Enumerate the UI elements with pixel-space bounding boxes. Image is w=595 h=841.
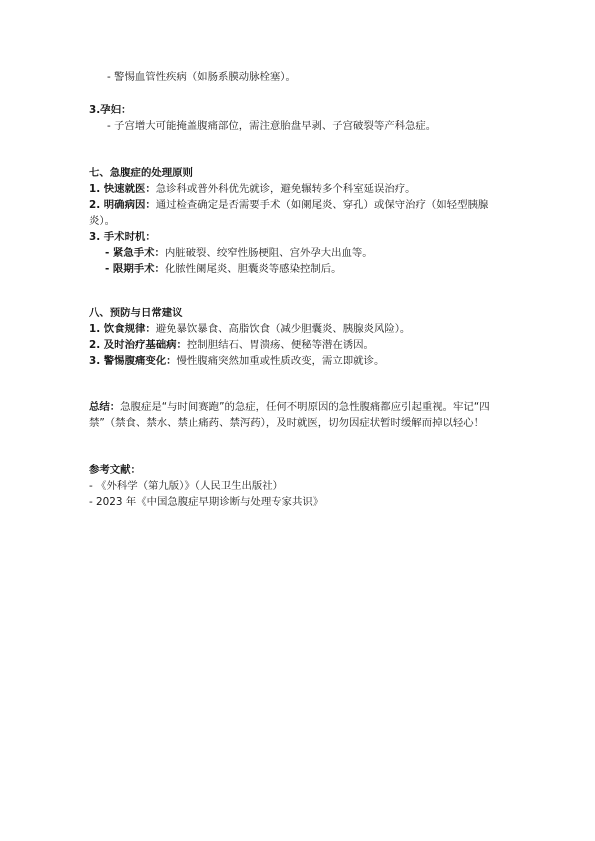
section8-item-2 bbox=[89, 338, 513, 354]
summary-paragraph bbox=[89, 400, 513, 431]
item-label: 3. 手术时机： bbox=[89, 231, 156, 243]
section8-item-3 bbox=[89, 354, 513, 370]
item-text: 急诊科或普外科优先就诊，避免辗转多个科室延误治疗。 bbox=[155, 183, 416, 195]
item-text: 控制胆结石、胃溃疡、便秘等潜在诱因。 bbox=[186, 339, 374, 351]
item-label: 3. 警惕腹痛变化： bbox=[89, 355, 177, 367]
vascular-disease-bullet: - 警惕血管性疾病（如肠系膜动脉栓塞）。 bbox=[107, 71, 296, 83]
section7-title: 七、急腹症的处理原则 bbox=[89, 167, 193, 179]
subitem-label: - 限期手术： bbox=[105, 263, 165, 275]
section7-subitem-scheduled bbox=[89, 262, 513, 278]
section8-title: 八、预防与日常建议 bbox=[89, 307, 183, 319]
section7-subitem-urgent bbox=[89, 246, 513, 262]
reference-item: - 2023 年《中国急腹症早期诊断与处理专家共识》 bbox=[89, 496, 324, 508]
references-title: 参考文献： bbox=[89, 464, 141, 476]
item-label: 1. 快速就医： bbox=[89, 183, 156, 195]
subitem-text: 化脓性阑尾炎、胆囊炎等感染控制后。 bbox=[164, 263, 342, 275]
item-text: 通过检查确定是否需要手术（如阑尾炎、穿孔）或保守治疗（如轻型胰腺炎）。 bbox=[89, 199, 489, 227]
item-text: 慢性腹痛突然加重或性质改变，需立即就诊。 bbox=[176, 355, 385, 367]
summary-label: 总结： bbox=[89, 401, 121, 413]
item-text: 避免暴饮暴食、高脂饮食（减少胆囊炎、胰腺炎风险）。 bbox=[155, 323, 411, 335]
pregnant-heading: 3.孕妇： bbox=[89, 104, 132, 116]
item-label: 2. 明确病因： bbox=[89, 199, 156, 211]
pregnant-bullet: - 子宫增大可能掩盖腹痛部位，需注意胎盘早剥、子宫破裂等产科急症。 bbox=[107, 120, 437, 132]
section7-item-3 bbox=[89, 230, 513, 246]
item-label: 1. 饮食规律： bbox=[89, 323, 156, 335]
section8-item-1 bbox=[89, 322, 513, 338]
summary-text: 急腹症是“与时间赛跑”的急症，任何不明原因的急性腹痛都应引起重视。牢记“四禁”（禁食、禁水、禁止痛药、禁泻药），及时就医，切勿因症状暂时缓解而掉以轻心！ bbox=[89, 401, 490, 429]
reference-item: - 《外科学（第九版）》（人民卫生出版社） bbox=[89, 480, 284, 492]
section7-item-2 bbox=[89, 198, 513, 229]
section7-item-1 bbox=[89, 182, 513, 198]
item-label: 2. 及时治疗基础病： bbox=[89, 339, 187, 351]
subitem-label: - 紧急手术： bbox=[105, 247, 165, 259]
subitem-text: 内脏破裂、绞窄性肠梗阻、宫外孕大出血等。 bbox=[164, 247, 373, 259]
